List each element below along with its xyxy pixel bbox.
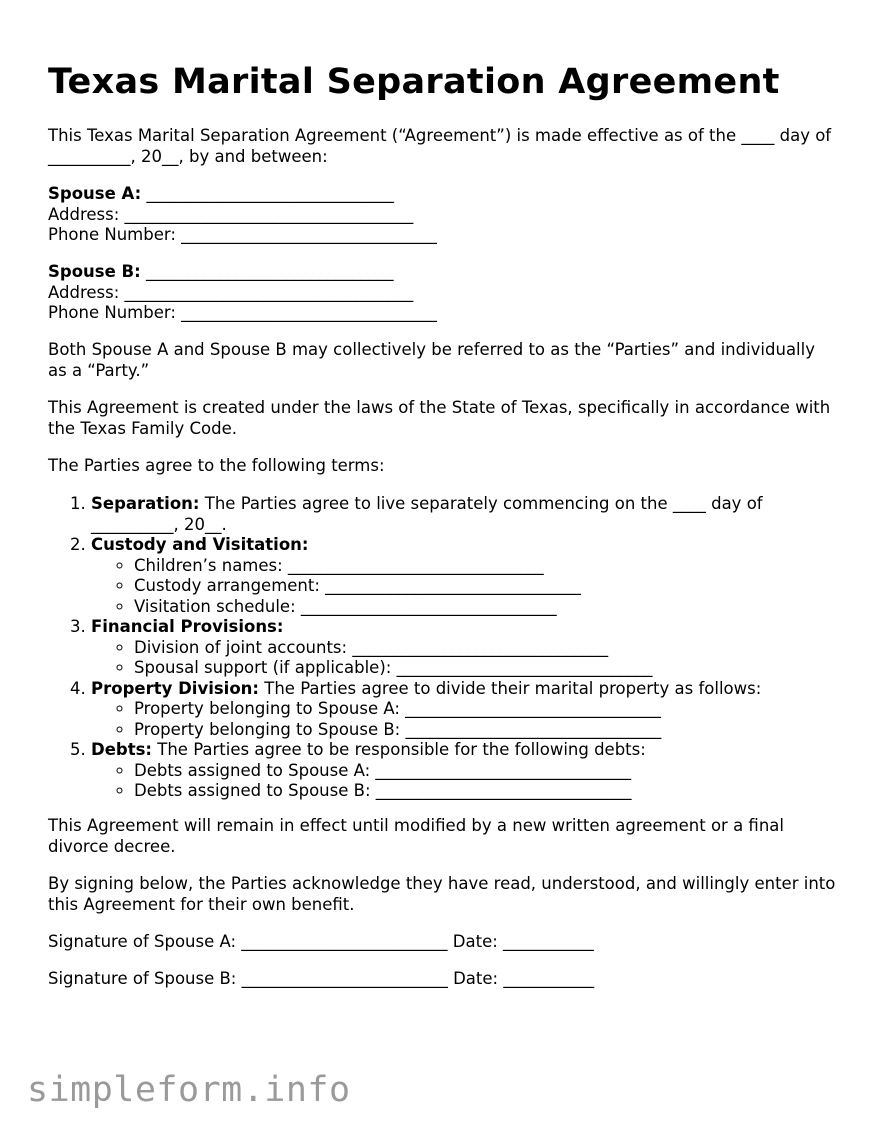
term-heading: Financial Provisions:	[91, 617, 284, 636]
spouse-a-name-line	[48, 184, 838, 205]
spouse-a-block	[48, 184, 838, 246]
term-text: The Parties agree to live separately commencing on the ____ day of __________, 20__.	[91, 494, 763, 534]
term-heading: Property Division:	[91, 678, 260, 698]
spouse-a-phone: Phone Number: _______________________________	[48, 225, 437, 244]
terms-intro: The Parties agree to the following terms:	[48, 456, 385, 475]
page-title: Texas Marital Separation Agreement	[48, 62, 780, 102]
sub-item: ◦ Debts assigned to Spouse B: _______________________________	[134, 781, 838, 802]
spouse-b-block	[48, 262, 838, 324]
sub-item: ◦ Visitation schedule: _______________________________	[134, 597, 838, 618]
term-property	[91, 679, 838, 741]
term-heading: Custody and Visitation:	[91, 535, 309, 554]
effect-paragraph: This Agreement will remain in effect until modified by a new written agreement or a final divorce decree.	[48, 816, 784, 856]
parties-paragraph: Both Spouse A and Spouse B may collectively be referred to as the “Parties” and individually as a “Party.”	[48, 340, 815, 380]
term-debts	[91, 740, 838, 802]
signature-line-spouse-b: Signature of Spouse B: _________________________ Date: ___________	[48, 969, 595, 988]
terms-list	[48, 494, 838, 802]
term-text: The Parties agree to be responsible for the following debts:	[152, 740, 646, 759]
signing-paragraph: By signing below, the Parties acknowledge they have read, understood, and willingly enter into this Agreement for their own benefit.	[48, 874, 836, 914]
spouse-a-label: Spouse A:	[48, 184, 142, 203]
spouse-b-phone: Phone Number: _______________________________	[48, 303, 437, 322]
term-financial	[91, 617, 838, 679]
intro-paragraph: This Texas Marital Separation Agreement (“Agreement”) is made effective as of the ____ day of __________, 20__, by and between:	[48, 126, 832, 166]
watermark: simpleform.info	[27, 1070, 351, 1110]
spouse-a-address: Address: ___________________________________	[48, 204, 414, 224]
spouse-b-name-blank: ______________________________	[140, 262, 394, 281]
sub-item: ◦ Children’s names: _______________________________	[134, 556, 838, 577]
sub-item: ◦ Division of joint accounts: _______________________________	[134, 638, 838, 659]
law-paragraph: This Agreement is created under the laws of the State of Texas, specifically in accordance with the Texas Family Code.	[48, 398, 831, 438]
term-heading: Debts:	[91, 740, 153, 759]
sub-item: ◦ Custody arrangement: _______________________________	[134, 576, 838, 597]
term-heading: Separation:	[91, 494, 200, 513]
spouse-b-label: Spouse B:	[48, 262, 141, 281]
term-text: The Parties agree to divide their marital property as follows:	[259, 678, 762, 698]
spouse-b-address: Address: ___________________________________	[48, 282, 414, 302]
sub-item: ◦ Property belonging to Spouse B: _______________________________	[134, 720, 838, 741]
spouse-a-name-blank: ______________________________	[141, 184, 394, 203]
term-custody	[91, 535, 838, 617]
sub-item: ◦ Debts assigned to Spouse A: _______________________________	[134, 761, 838, 782]
sub-item: ◦ Property belonging to Spouse A: _______________________________	[134, 699, 838, 720]
term-separation	[91, 494, 838, 535]
spouse-b-name-line	[48, 262, 838, 283]
sub-item: ◦ Spousal support (if applicable): _______________________________	[134, 658, 838, 679]
signature-line-spouse-a: Signature of Spouse A: _________________________ Date: ___________	[48, 932, 594, 951]
